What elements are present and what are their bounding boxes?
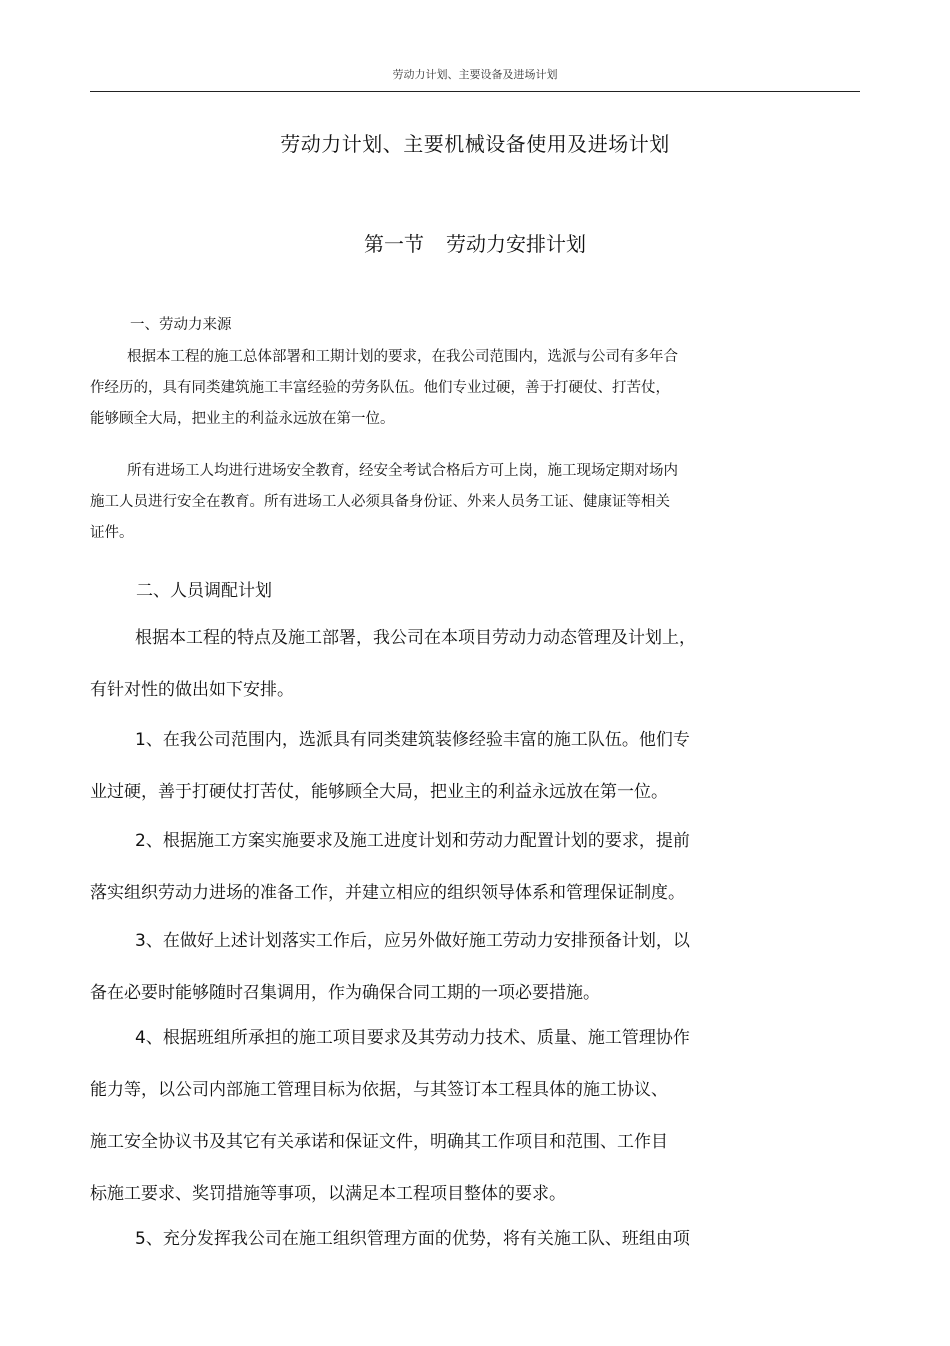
text-line: 作经历的，具有同类建筑施工丰富经验的劳务队伍。他们专业过硬，善于打硬仗、打苦仗， bbox=[90, 380, 670, 396]
text-line: 施工安全协议书及其它有关承诺和保证文件，明确其工作项目和范围、工作目 bbox=[90, 1132, 668, 1152]
list-item-4 bbox=[90, 1012, 815, 1220]
text-line: 能力等，以公司内部施工管理目标为依据，与其签订本工程具体的施工协议、 bbox=[90, 1080, 668, 1100]
section-number: 第一节 bbox=[364, 232, 424, 256]
document-title: 劳动力计划、主要机械设备使用及进场计划 bbox=[280, 132, 670, 156]
list-item-2 bbox=[90, 815, 815, 919]
section-title bbox=[90, 228, 860, 257]
part2-intro bbox=[90, 612, 815, 716]
text-line: 3、在做好上述计划落实工作后，应另外做好施工劳动力安排预备计划，以 bbox=[135, 931, 690, 951]
text-line: 根据本工程的施工总体部署和工期计划的要求，在我公司范围内，选派与公司有多年合 bbox=[127, 349, 678, 365]
text-line: 2、根据施工方案实施要求及施工进度计划和劳动力配置计划的要求，提前 bbox=[135, 831, 690, 851]
part1-paragraph-2 bbox=[90, 456, 815, 549]
text-line: 业过硬，善于打硬仗打苦仗，能够顾全大局，把业主的利益永远放在第一位。 bbox=[90, 782, 668, 802]
part1-heading: 一、劳动力来源 bbox=[130, 317, 232, 333]
text-line: 施工人员进行安全在教育。所有进场工人必须具备身份证、外来人员务工证、健康证等相关 bbox=[90, 494, 670, 510]
text-line: 1、在我公司范围内，选派具有同类建筑装修经验丰富的施工队伍。他们专 bbox=[135, 730, 690, 750]
text-line: 5、充分发挥我公司在施工组织管理方面的优势，将有关施工队、班组由项 bbox=[135, 1229, 690, 1249]
list-item-1 bbox=[90, 714, 815, 818]
text-line: 标施工要求、奖罚措施等事项，以满足本工程项目整体的要求。 bbox=[90, 1184, 566, 1204]
text-line: 落实组织劳动力进场的准备工作，并建立相应的组织领导体系和管理保证制度。 bbox=[90, 883, 685, 903]
part2-heading: 二、人员调配计划 bbox=[136, 581, 272, 601]
section-heading: 劳动力安排计划 bbox=[446, 232, 586, 256]
text-line: 所有进场工人均进行进场安全教育，经安全考试合格后方可上岗，施工现场定期对场内 bbox=[127, 463, 678, 479]
text-line: 根据本工程的特点及施工部署，我公司在本项目劳动力动态管理及计划上， bbox=[135, 628, 696, 648]
list-item-5 bbox=[90, 1213, 815, 1265]
text-line: 有针对性的做出如下安排。 bbox=[90, 680, 294, 700]
text-line: 能够顾全大局，把业主的利益永远放在第一位。 bbox=[90, 411, 395, 427]
text-line: 证件。 bbox=[90, 525, 134, 541]
header-rule bbox=[90, 91, 860, 92]
text-line: 备在必要时能够随时召集调用，作为确保合同工期的一项必要措施。 bbox=[90, 983, 600, 1003]
list-item-3 bbox=[90, 915, 815, 1019]
text-line: 4、根据班组所承担的施工项目要求及其劳动力技术、质量、施工管理协作 bbox=[135, 1028, 690, 1048]
running-header: 劳动力计划、主要设备及进场计划 bbox=[392, 68, 558, 81]
part1-paragraph-1 bbox=[90, 342, 815, 435]
